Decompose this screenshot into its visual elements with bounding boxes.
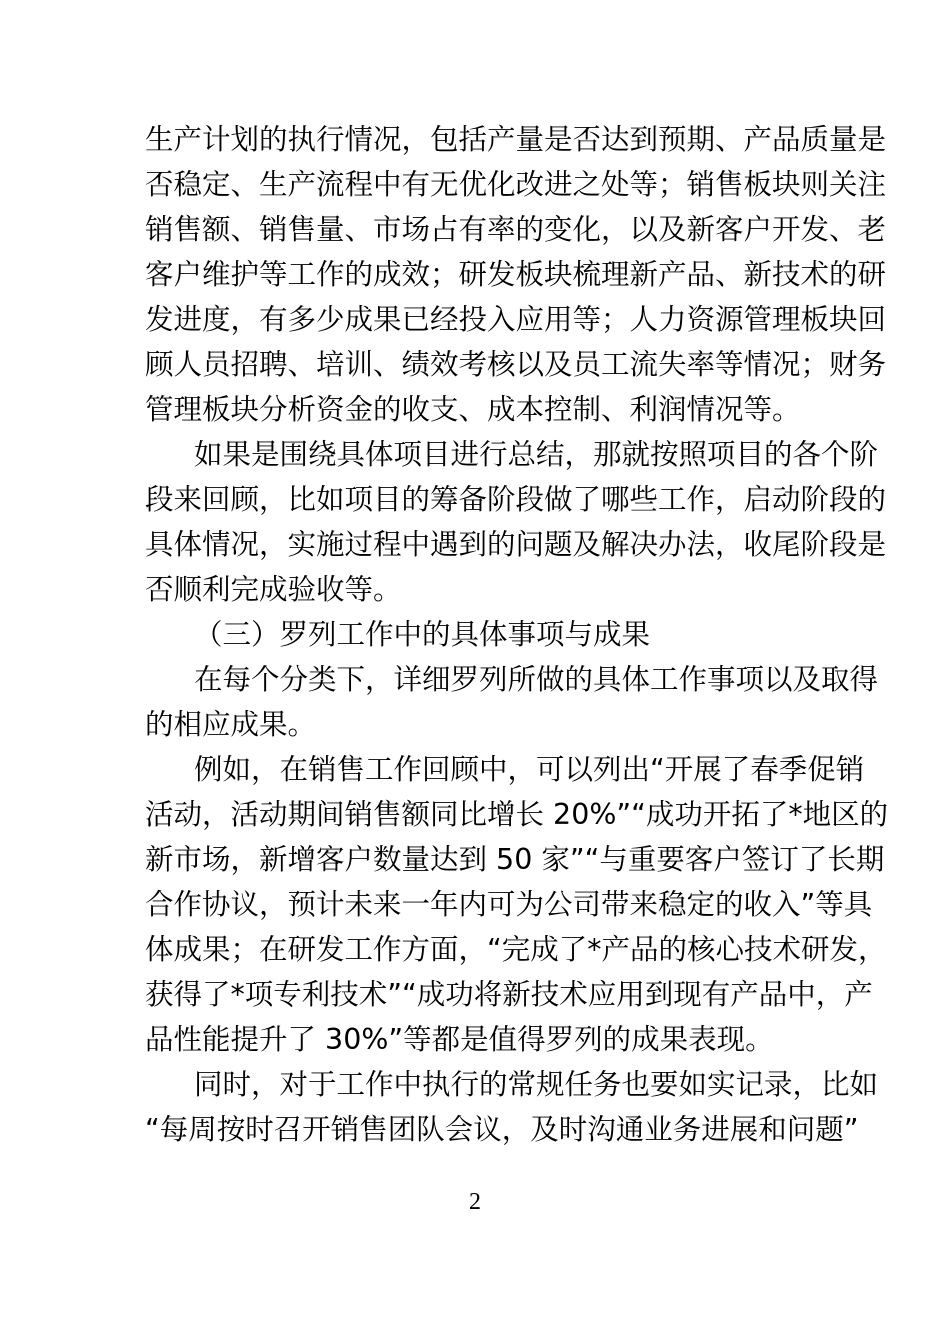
body-text-line: 具体情况，实施过程中遇到的问题及解决办法，收尾阶段是 bbox=[145, 528, 887, 561]
paragraph-first-line: 同时，对于工作中执行的常规任务也要如实记录，比如 bbox=[194, 1068, 879, 1101]
section-heading: （三）罗列工作中的具体事项与成果 bbox=[194, 618, 651, 651]
body-text-line: 获得了*项专利技术”“成功将新技术应用到现有产品中，产 bbox=[145, 978, 873, 1011]
body-text-line: 的相应成果。 bbox=[145, 708, 317, 741]
page-number: 2 bbox=[469, 1189, 481, 1215]
paragraph-first-line: 如果是围绕具体项目进行总结，那就按照项目的各个阶 bbox=[194, 438, 879, 471]
body-text-line: 顾人员招聘、培训、绩效考核以及员工流失率等情况；财务 bbox=[145, 348, 887, 381]
body-text-line: 体成果；在研发工作方面，“完成了*产品的核心技术研发， bbox=[145, 933, 887, 966]
body-text-line: “每周按时召开销售团队会议，及时沟通业务进展和问题” bbox=[145, 1113, 859, 1146]
body-text-line: 销售额、销售量、市场占有率的变化，以及新客户开发、老 bbox=[145, 213, 887, 246]
body-text-line: 段来回顾，比如项目的筹备阶段做了哪些工作，启动阶段的 bbox=[145, 483, 887, 516]
body-text-line: 新市场，新增客户数量达到 50 家”“与重要客户签订了长期 bbox=[145, 843, 885, 876]
body-text-line: 客户维护等工作的成效；研发板块梳理新产品、新技术的研 bbox=[145, 258, 887, 291]
body-text-line: 生产计划的执行情况，包括产量是否达到预期、产品质量是 bbox=[145, 123, 887, 156]
body-text-line: 发进度，有多少成果已经投入应用等；人力资源管理板块回 bbox=[145, 303, 887, 336]
body-text-line: 品性能提升了 30%”等都是值得罗列的成果表现。 bbox=[145, 1023, 774, 1056]
paragraph-first-line: 在每个分类下，详细罗列所做的具体工作事项以及取得 bbox=[194, 663, 879, 696]
body-text-line: 否稳定、生产流程中有无优化改进之处等；销售板块则关注 bbox=[145, 168, 887, 201]
body-text-line: 否顺利完成验收等。 bbox=[145, 573, 402, 606]
body-text-line: 合作协议，预计未来一年内可为公司带来稳定的收入”等具 bbox=[145, 888, 873, 921]
body-text-line: 活动，活动期间销售额同比增长 20%”“成功开拓了*地区的 bbox=[145, 798, 889, 831]
paragraph-first-line: 例如，在销售工作回顾中，可以列出“开展了春季促销 bbox=[194, 753, 865, 786]
body-text-line: 管理板块分析资金的收支、成本控制、利润情况等。 bbox=[145, 393, 801, 426]
